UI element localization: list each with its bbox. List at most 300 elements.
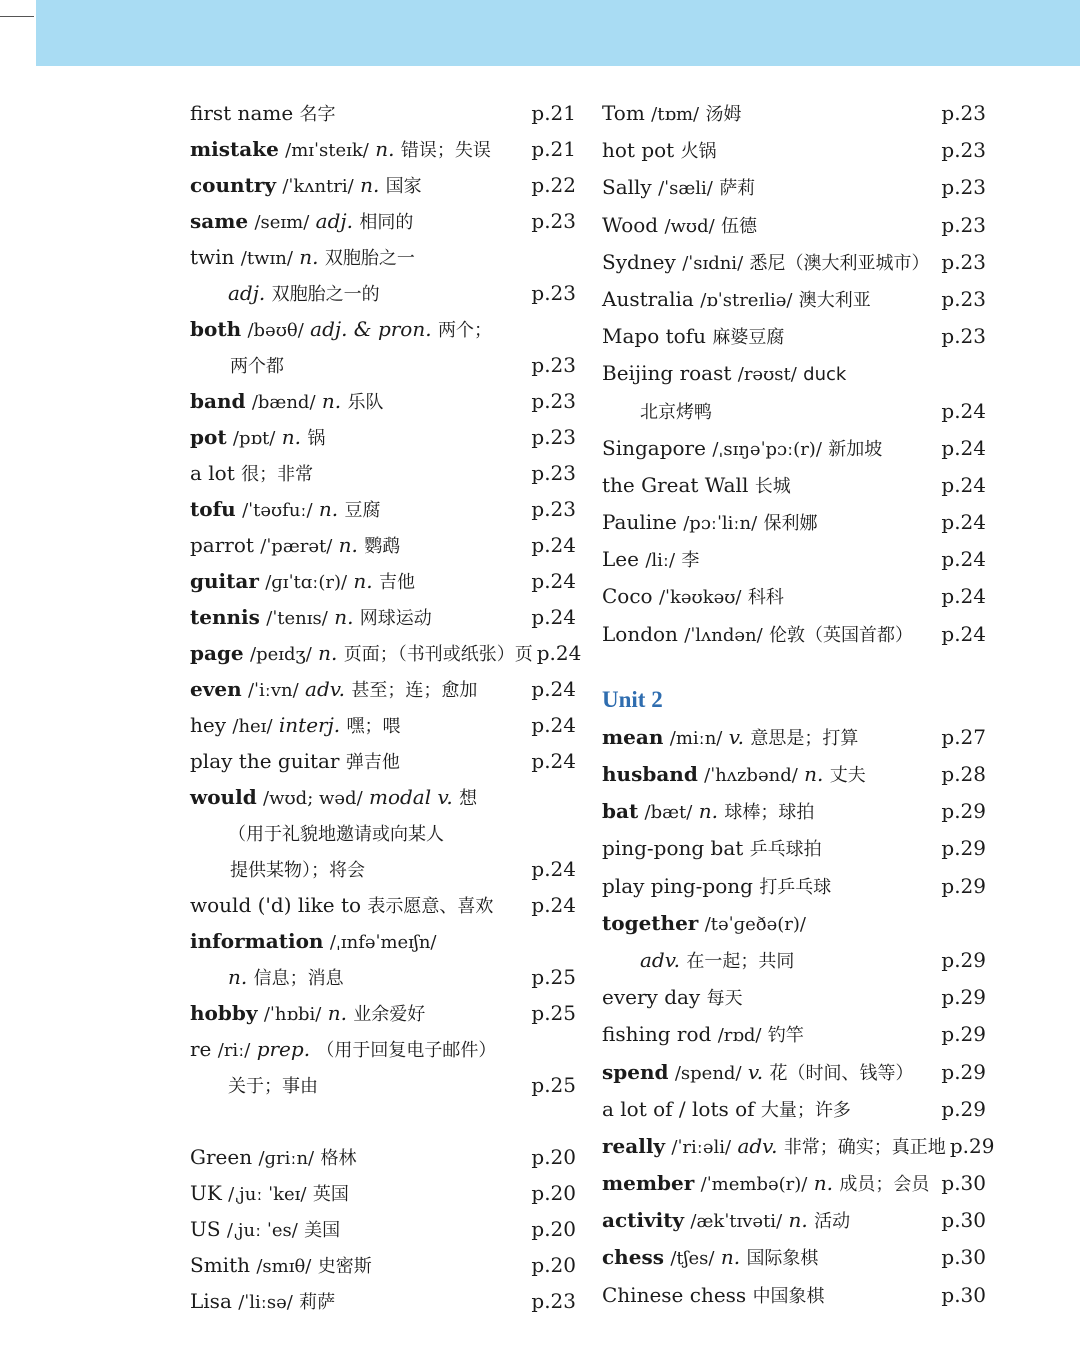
entry-word: Chinese chess bbox=[602, 1282, 747, 1307]
vocab-entry bbox=[190, 239, 576, 275]
vocab-entry bbox=[602, 719, 986, 756]
entry-word: both bbox=[190, 317, 242, 341]
entry-word: together bbox=[602, 910, 699, 935]
entry-part-of-speech: n. bbox=[788, 1208, 808, 1233]
entry-page: p.23 bbox=[941, 286, 986, 311]
entry-content bbox=[190, 743, 527, 781]
entry-word: Australia bbox=[602, 286, 694, 311]
entry-pronunciation: /rəʊst/ bbox=[737, 364, 797, 386]
vocab-entry bbox=[190, 455, 576, 491]
entry-word: guitar bbox=[190, 569, 259, 593]
vocab-entry bbox=[602, 244, 986, 281]
entry-meaning: 业余爱好 bbox=[353, 1004, 426, 1025]
entry-part-of-speech: adj. bbox=[228, 281, 266, 305]
entry-pronunciation: /ˈpærət/ bbox=[260, 536, 333, 557]
entry-meaning: 钓竿 bbox=[767, 1025, 804, 1047]
vocab-entry bbox=[602, 1128, 995, 1165]
entry-page: p.29 bbox=[941, 947, 986, 972]
entry-pronunciation: /tʃes/ bbox=[670, 1248, 715, 1270]
entry-meaning: 每天 bbox=[706, 988, 743, 1010]
vocab-entry bbox=[602, 793, 986, 830]
entry-content bbox=[190, 239, 572, 277]
entry-word: play ping-pong bbox=[602, 873, 753, 898]
entry-content bbox=[602, 1165, 937, 1203]
entry-word: the Great Wall bbox=[602, 472, 749, 497]
entry-content bbox=[190, 167, 527, 205]
entry-word: husband bbox=[602, 762, 698, 786]
entry-content bbox=[190, 383, 527, 421]
entry-content bbox=[602, 281, 937, 319]
entry-content bbox=[602, 793, 937, 831]
entry-word: a lot bbox=[190, 461, 235, 485]
entry-part-of-speech: adv. bbox=[305, 677, 346, 701]
entry-page: p.23 bbox=[531, 281, 576, 305]
entry-meaning: 球棒；球拍 bbox=[724, 802, 815, 824]
entry-part-of-speech: n. bbox=[353, 569, 373, 593]
entry-content bbox=[190, 203, 527, 241]
entry-part-of-speech: n. bbox=[327, 1001, 347, 1025]
entry-page: p.25 bbox=[531, 965, 576, 989]
entry-content bbox=[602, 979, 937, 1017]
entry-page: p.23 bbox=[531, 425, 576, 449]
entry-part-of-speech: n. bbox=[804, 762, 824, 786]
vocab-entry bbox=[190, 1031, 576, 1067]
corner-rule bbox=[0, 16, 34, 17]
entry-word: hot pot bbox=[602, 138, 675, 163]
entry-page: p.23 bbox=[531, 497, 576, 521]
entry-meaning: 吉他 bbox=[379, 572, 416, 593]
entry-meaning: 李 bbox=[681, 550, 700, 572]
vocab-entry bbox=[190, 707, 576, 743]
entry-word: twin bbox=[190, 245, 235, 269]
entry-part-of-speech: interj. bbox=[278, 713, 341, 737]
entry-page: p.21 bbox=[531, 137, 576, 161]
vocab-entry bbox=[190, 1067, 576, 1103]
entry-part-of-speech: n. bbox=[698, 799, 718, 824]
entry-meaning: 澳大利亚 bbox=[798, 289, 871, 311]
vocab-entry bbox=[602, 207, 986, 244]
entry-content bbox=[190, 995, 527, 1033]
entry-word: really bbox=[602, 1133, 666, 1158]
entry-meaning: 保利娜 bbox=[763, 513, 818, 535]
entry-page: p.25 bbox=[531, 1001, 576, 1025]
entry-meaning: 双胞胎之一 bbox=[324, 248, 415, 269]
entry-content bbox=[190, 959, 527, 997]
entry-word: chess bbox=[602, 1245, 664, 1270]
entry-content bbox=[190, 779, 572, 817]
entry-page: p.20 bbox=[531, 1145, 576, 1169]
unit-heading: Unit 2 bbox=[602, 686, 663, 712]
entry-content bbox=[602, 95, 937, 133]
entry-meaning: 错误；失误 bbox=[400, 140, 491, 161]
entry-meaning: 甚至；连；愈加 bbox=[351, 680, 478, 701]
entry-page: p.20 bbox=[531, 1181, 576, 1205]
entry-content bbox=[602, 541, 937, 579]
entry-page: p.24 bbox=[531, 713, 576, 737]
entry-page: p.24 bbox=[531, 677, 576, 701]
entry-meaning: 活动 bbox=[814, 1211, 851, 1233]
entry-word: member bbox=[602, 1171, 695, 1196]
entry-part-of-speech: n. bbox=[720, 1245, 741, 1270]
entry-pronunciation: /bæt/ bbox=[644, 802, 693, 824]
entry-page: p.22 bbox=[531, 173, 576, 197]
entry-word: fishing rod bbox=[602, 1022, 712, 1047]
entry-content bbox=[190, 491, 527, 529]
vocab-entry bbox=[602, 578, 986, 615]
entry-meaning: 关于；事由 bbox=[228, 1076, 318, 1097]
entry-word: pot bbox=[190, 425, 227, 449]
entry-page: p.29 bbox=[941, 1096, 986, 1121]
entry-pronunciation: /ˈmembə(r)/ bbox=[700, 1174, 808, 1196]
vocab-entry bbox=[602, 132, 986, 169]
entry-word: Coco bbox=[602, 584, 653, 609]
entry-pronunciation: /liː/ bbox=[645, 550, 676, 572]
entry-part-of-speech: adj. bbox=[315, 209, 353, 233]
header-band bbox=[36, 0, 1080, 66]
entry-page: p.24 bbox=[941, 435, 986, 460]
entry-meaning: 美国 bbox=[304, 1220, 341, 1241]
entry-pronunciation: /rɒd/ bbox=[717, 1025, 762, 1047]
entry-content bbox=[190, 635, 533, 673]
entry-page: p.23 bbox=[941, 249, 986, 274]
entry-pronunciation: /seɪm/ bbox=[254, 212, 310, 233]
entry-content bbox=[190, 563, 527, 601]
entry-page: p.25 bbox=[531, 1073, 576, 1097]
vocab-entry bbox=[190, 887, 576, 923]
vocab-entry bbox=[602, 1202, 986, 1239]
vocab-entry bbox=[602, 1091, 986, 1128]
entry-meaning: 弹吉他 bbox=[345, 752, 400, 773]
entry-word: a lot of / lots of bbox=[602, 1096, 755, 1121]
entry-part-of-speech: v. bbox=[747, 1059, 764, 1084]
entry-pronunciation: /spend/ bbox=[674, 1062, 742, 1084]
entry-page: p.24 bbox=[531, 749, 576, 773]
vocab-entry bbox=[190, 383, 576, 419]
entry-part-of-speech: v. bbox=[728, 724, 745, 749]
entry-pronunciation: /ˈiːvn/ bbox=[247, 680, 299, 701]
entry-part-of-speech: n. bbox=[321, 389, 342, 413]
entry-page: p.29 bbox=[941, 799, 986, 824]
entry-content bbox=[190, 1139, 527, 1177]
entry-page: p.23 bbox=[531, 1289, 576, 1313]
vocab-entry bbox=[190, 995, 576, 1031]
entry-word: would ('d) like to bbox=[190, 893, 362, 917]
vocab-entry bbox=[190, 131, 576, 167]
vocab-column-left bbox=[190, 95, 582, 1319]
entry-pronunciation: /twɪn/ bbox=[240, 248, 293, 269]
entry-pronunciation: /heɪ/ bbox=[232, 716, 273, 737]
entry-meaning: 丈夫 bbox=[829, 765, 866, 786]
entry-meaning: 乒乓球拍 bbox=[749, 839, 822, 861]
entry-pronunciation: /ˈtenɪs/ bbox=[266, 608, 328, 629]
entry-part-of-speech: adv. bbox=[737, 1133, 778, 1158]
entry-meaning: 史密斯 bbox=[317, 1256, 372, 1277]
vocab-entry bbox=[602, 393, 986, 430]
entry-page: p.20 bbox=[531, 1253, 576, 1277]
entry-content bbox=[602, 1091, 937, 1129]
entry-content bbox=[602, 169, 937, 207]
entry-meaning: 北京烤鸭 bbox=[640, 401, 712, 423]
entry-page: p.24 bbox=[531, 605, 576, 629]
entry-pronunciation: /pɔːˈliːn/ bbox=[683, 513, 758, 535]
entry-meaning: 英国 bbox=[312, 1184, 349, 1205]
entry-meaning: 信息；消息 bbox=[253, 968, 344, 989]
entry-pronunciation: /ˈhʌzbənd/ bbox=[704, 765, 798, 786]
entry-meaning: 悉尼（澳大利亚城市） bbox=[749, 252, 930, 274]
entry-content bbox=[602, 244, 937, 282]
entry-meaning: 花（时间、钱等） bbox=[769, 1062, 914, 1084]
entry-page: p.24 bbox=[536, 641, 582, 665]
entry-page: p.24 bbox=[941, 547, 986, 572]
entry-meaning: 伦敦（英国首都） bbox=[769, 624, 914, 646]
entry-page: p.23 bbox=[531, 353, 576, 377]
vocab-entry bbox=[190, 635, 582, 671]
entry-page: p.23 bbox=[941, 212, 986, 237]
entry-part-of-speech: n. bbox=[318, 641, 338, 665]
entry-meaning: 鹦鹉 bbox=[364, 536, 401, 557]
entry-part-of-speech: n. bbox=[228, 965, 248, 989]
vocab-entry bbox=[602, 1239, 986, 1276]
vocab-entry bbox=[190, 1247, 576, 1283]
vocab-entry bbox=[602, 1016, 986, 1053]
entry-word: hey bbox=[190, 713, 227, 737]
vocab-entry bbox=[190, 923, 576, 959]
entry-pronunciation: /ˈliːsə/ bbox=[238, 1292, 293, 1313]
entry-word: ping-pong bat bbox=[602, 836, 744, 861]
entry-content bbox=[190, 1067, 527, 1105]
entry-page: p.23 bbox=[941, 175, 986, 200]
entry-content bbox=[602, 1016, 937, 1054]
entry-meaning: 成员；会员 bbox=[839, 1174, 930, 1196]
entry-page: p.29 bbox=[941, 836, 986, 861]
entry-meaning: 新加坡 bbox=[828, 438, 883, 460]
entry-meaning: 莉萨 bbox=[299, 1292, 336, 1313]
vocab-entry bbox=[190, 347, 576, 383]
entry-content bbox=[602, 1277, 937, 1315]
entry-meaning: 页面；（书刊或纸张）页 bbox=[343, 644, 533, 665]
entry-part-of-speech: n. bbox=[299, 245, 319, 269]
entry-pronunciation: /ɡɪˈtɑː(r)/ bbox=[265, 572, 348, 593]
entry-meaning: 网球运动 bbox=[359, 608, 432, 629]
entry-meaning: 嘿；喂 bbox=[346, 716, 401, 737]
entry-meaning: 两个都 bbox=[230, 356, 284, 377]
vocab-entry bbox=[190, 1175, 576, 1211]
entry-content bbox=[602, 616, 937, 654]
entry-meaning: 萨莉 bbox=[719, 178, 756, 200]
entry-pronunciation: /bænd/ bbox=[251, 392, 316, 413]
entry-content bbox=[190, 527, 527, 565]
entry-content bbox=[190, 815, 572, 853]
section-gap bbox=[602, 653, 986, 681]
entry-page: p.24 bbox=[531, 533, 576, 557]
entry-pronunciation: /wʊd/ bbox=[664, 215, 715, 237]
entry-pronunciation: /tɒm/ bbox=[651, 104, 700, 125]
entry-page: p.24 bbox=[531, 857, 576, 881]
entry-content bbox=[190, 1247, 527, 1285]
entry-pronunciation: /mɪˈsteɪk/ bbox=[285, 140, 369, 161]
entry-word: tofu bbox=[190, 497, 236, 521]
entry-word: Beijing roast bbox=[602, 361, 732, 386]
entry-meaning: 双胞胎之一的 bbox=[271, 284, 380, 305]
entry-page: p.30 bbox=[941, 1171, 986, 1196]
entry-word: Green bbox=[190, 1145, 253, 1169]
entry-word: parrot bbox=[190, 533, 254, 557]
entry-page: p.24 bbox=[941, 510, 986, 535]
entry-content bbox=[190, 887, 527, 925]
vocab-entry bbox=[190, 311, 576, 347]
entry-page: p.24 bbox=[531, 893, 576, 917]
vocab-entry bbox=[602, 616, 986, 653]
entry-meaning: 锅 bbox=[307, 428, 326, 449]
entry-word: band bbox=[190, 389, 246, 413]
vocab-entry bbox=[602, 169, 986, 206]
entry-meaning: 汤姆 bbox=[705, 104, 742, 125]
vocab-entry bbox=[190, 671, 576, 707]
entry-pronunciation: /miːn/ bbox=[669, 727, 723, 749]
entry-content bbox=[602, 1239, 937, 1277]
entry-pronunciation: /riː/ bbox=[217, 1040, 251, 1061]
entry-pronunciation: /ˌsɪŋəˈpɔː(r)/ bbox=[712, 438, 822, 460]
entry-word: re bbox=[190, 1037, 212, 1061]
entry-meaning: 非常；确实；真正地 bbox=[783, 1136, 946, 1158]
vocab-entry bbox=[602, 942, 986, 979]
vocab-entry bbox=[602, 1277, 986, 1314]
entry-page: p.23 bbox=[941, 138, 986, 163]
vocab-entry bbox=[602, 1054, 986, 1091]
entry-meaning: 表示愿意、喜欢 bbox=[367, 896, 494, 917]
entry-content bbox=[190, 455, 527, 493]
vocab-entry bbox=[190, 203, 576, 239]
entry-word: London bbox=[602, 621, 678, 646]
entry-pronunciation: /ˈlʌndən/ bbox=[684, 624, 763, 646]
entry-meaning: 乐队 bbox=[347, 392, 384, 413]
entry-word: information bbox=[190, 929, 324, 953]
vocab-entry bbox=[190, 779, 576, 815]
entry-part-of-speech: n. bbox=[338, 533, 358, 557]
entry-content bbox=[190, 347, 527, 385]
entry-word: same bbox=[190, 209, 249, 233]
entry-meaning: （用于礼貌地邀请或向某人 bbox=[228, 824, 444, 845]
entry-word: first name bbox=[190, 101, 294, 125]
entry-meaning: 相同的 bbox=[359, 212, 414, 233]
entry-word: US bbox=[190, 1217, 221, 1241]
entry-word: Lisa bbox=[190, 1289, 232, 1313]
entry-pronunciation: /ˌjuː ˈes/ bbox=[226, 1220, 298, 1241]
entry-page: p.24 bbox=[941, 472, 986, 497]
entry-page: p.23 bbox=[531, 209, 576, 233]
vocab-entry bbox=[602, 830, 986, 867]
entry-page: p.23 bbox=[941, 101, 986, 125]
entry-word: every day bbox=[602, 985, 701, 1010]
entry-meaning: duck bbox=[803, 364, 847, 386]
entry-page: p.28 bbox=[941, 762, 986, 786]
vocab-entry bbox=[190, 167, 576, 203]
entry-word: play the guitar bbox=[190, 749, 340, 773]
entry-meaning: 国家 bbox=[385, 176, 422, 197]
entry-pronunciation: /ækˈtɪvəti/ bbox=[690, 1211, 783, 1233]
entry-content bbox=[190, 311, 572, 349]
entry-pronunciation: /təˈɡeðə(r)/ bbox=[704, 913, 806, 935]
entry-word: bat bbox=[602, 799, 639, 824]
entry-pronunciation: /bəʊθ/ bbox=[247, 320, 304, 341]
entry-page: p.30 bbox=[941, 1282, 986, 1307]
entry-part-of-speech: adv. bbox=[640, 947, 681, 972]
entry-content bbox=[190, 95, 527, 133]
vocab-entry bbox=[602, 504, 986, 541]
entry-part-of-speech: n. bbox=[375, 137, 395, 161]
entry-content bbox=[190, 275, 527, 313]
entry-content bbox=[602, 1054, 937, 1092]
entry-page: p.21 bbox=[531, 101, 576, 125]
entry-meaning: 长城 bbox=[754, 475, 791, 497]
entry-page: p.29 bbox=[941, 873, 986, 898]
entry-meaning: 中国象棋 bbox=[752, 1285, 825, 1307]
entry-content bbox=[602, 207, 937, 245]
entry-content bbox=[190, 707, 527, 745]
section-gap bbox=[190, 1103, 576, 1139]
entry-meaning: 科科 bbox=[747, 587, 784, 609]
entry-meaning: 在一起；共同 bbox=[686, 950, 795, 972]
entry-content bbox=[190, 671, 527, 709]
entry-meaning: 很；非常 bbox=[241, 464, 314, 485]
entry-page: p.24 bbox=[941, 584, 986, 609]
entry-meaning: 国际象棋 bbox=[746, 1248, 819, 1270]
entry-meaning: 打乒乓球 bbox=[759, 876, 832, 898]
entry-content bbox=[190, 1175, 527, 1213]
entry-page: p.24 bbox=[531, 569, 576, 593]
entry-page: p.23 bbox=[531, 461, 576, 485]
vocab-entry bbox=[190, 275, 576, 311]
entry-page: p.29 bbox=[941, 985, 986, 1010]
entry-meaning: 大量；许多 bbox=[760, 1099, 851, 1121]
entry-word: Sally bbox=[602, 175, 652, 200]
entry-word: mean bbox=[602, 724, 664, 749]
vocab-entry bbox=[190, 1283, 576, 1319]
entry-content bbox=[602, 504, 937, 542]
entry-part-of-speech: n. bbox=[318, 497, 339, 521]
vocab-entry bbox=[602, 905, 986, 942]
vocab-entry bbox=[190, 419, 576, 455]
entry-page: p.27 bbox=[941, 724, 986, 749]
entry-content bbox=[602, 1128, 946, 1166]
entry-content bbox=[602, 756, 937, 794]
vocab-entry bbox=[602, 355, 986, 392]
entry-pronunciation: /ˈkʌntri/ bbox=[282, 176, 354, 197]
entry-word: even bbox=[190, 677, 242, 701]
entry-meaning: 豆腐 bbox=[344, 500, 381, 521]
entry-page: p.30 bbox=[941, 1245, 986, 1270]
vocab-entry bbox=[190, 815, 576, 851]
entry-pronunciation: /ˈsæli/ bbox=[658, 178, 713, 200]
entry-content bbox=[602, 393, 937, 431]
entry-content bbox=[602, 132, 937, 170]
vocab-entry bbox=[602, 318, 986, 355]
vocab-entry bbox=[190, 851, 576, 887]
vocab-entry bbox=[602, 467, 986, 504]
entry-content bbox=[602, 318, 937, 356]
entry-page: p.24 bbox=[941, 398, 986, 423]
entry-pronunciation: /ˈtəʊfuː/ bbox=[242, 500, 313, 521]
entry-content bbox=[602, 467, 937, 505]
entry-word: Smith bbox=[190, 1253, 250, 1277]
entry-meaning: 格林 bbox=[320, 1148, 357, 1169]
entry-part-of-speech: modal v. bbox=[369, 785, 453, 809]
entry-part-of-speech: prep. bbox=[256, 1037, 311, 1061]
entry-meaning: 火锅 bbox=[680, 141, 717, 163]
entry-pronunciation: /peɪdʒ/ bbox=[250, 644, 312, 665]
vocab-entry bbox=[602, 756, 986, 793]
entry-content bbox=[190, 419, 527, 457]
